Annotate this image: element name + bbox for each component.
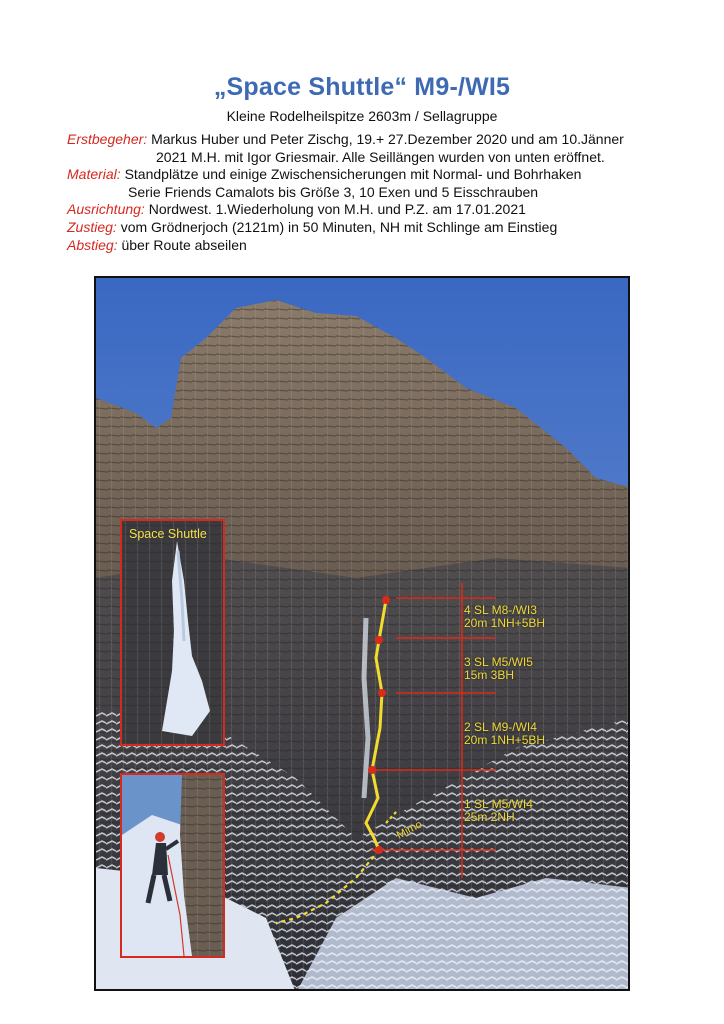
label-erstbegeher: Erstbegeher: (67, 131, 148, 147)
pitch-name: 3 SL M5/WI5 (464, 655, 533, 669)
pitch-name: 2 SL M9-/WI4 (464, 720, 537, 734)
label-zustieg: Zustieg: (67, 218, 117, 235)
pitch-detail: 15m 3BH (464, 668, 515, 682)
label-ausrichtung: Ausrichtung: (67, 201, 145, 218)
pitch-label-4 (464, 604, 545, 630)
abstieg-text: über Route abseilen (121, 236, 247, 253)
info-row-abstieg (67, 237, 667, 255)
zustieg-text: vom Grödnerjoch (2121m) in 50 Minuten, NH mit Schlinge am Einstieg (120, 218, 558, 235)
info-row-material (67, 166, 667, 184)
route-topo-overlay (96, 278, 630, 991)
info-row-zustieg (67, 219, 667, 237)
pitch-detail: 20m 1NH+5BH (464, 616, 546, 630)
approach-line (276, 850, 379, 923)
pitch-detail: 25m 2NH (464, 810, 515, 824)
material-text-1: Standplätze und einige Zwischensicherungen mit Normal- und Bohrhaken (124, 166, 582, 183)
erstbegeher-text-2: 2021 M.H. mit Igor Griesmair. Alle Seillängen wurden von unten eröffnet. (156, 148, 605, 165)
route-title: „Space Shuttle“ M9-/WI5 (213, 73, 511, 101)
erstbegeher-text-1: Markus Huber und Peter Zischg, 19.+ 27.Dezember 2020 und am 10.Jänner (151, 131, 624, 147)
pitch-label-1 (464, 798, 533, 824)
mimo-line (386, 810, 398, 823)
pitch-name: 4 SL M8-/WI3 (464, 603, 537, 617)
pitch-detail: 20m 1NH+5BH (464, 733, 546, 747)
pitch-label-3 (464, 656, 533, 682)
label-abstieg: Abstieg: (67, 236, 118, 253)
pitch-label-2 (464, 721, 545, 747)
inset-label: Space Shuttle (129, 527, 207, 541)
material-text-2: Serie Friends Camalots bis Größe 3, 10 Exen und 5 Eisschrauben (128, 183, 539, 200)
label-material: Material: (67, 166, 121, 183)
topo-photo (94, 276, 630, 991)
info-row-erstbegeher-cont (67, 149, 667, 167)
info-row-erstbegeher (67, 131, 667, 149)
mimo-label: Mimo (394, 818, 425, 842)
info-row-material-cont (67, 184, 667, 202)
route-subtitle: Kleine Rodelheilspitze 2603m / Sellagruppe (226, 108, 498, 124)
info-row-ausrichtung (67, 201, 667, 219)
ausrichtung-text: Nordwest. 1.Wiederholung von M.H. und P.Z. am 17.01.2021 (148, 201, 526, 218)
pitch-name: 1 SL M5/WI4 (464, 797, 533, 811)
route-info (67, 131, 667, 254)
